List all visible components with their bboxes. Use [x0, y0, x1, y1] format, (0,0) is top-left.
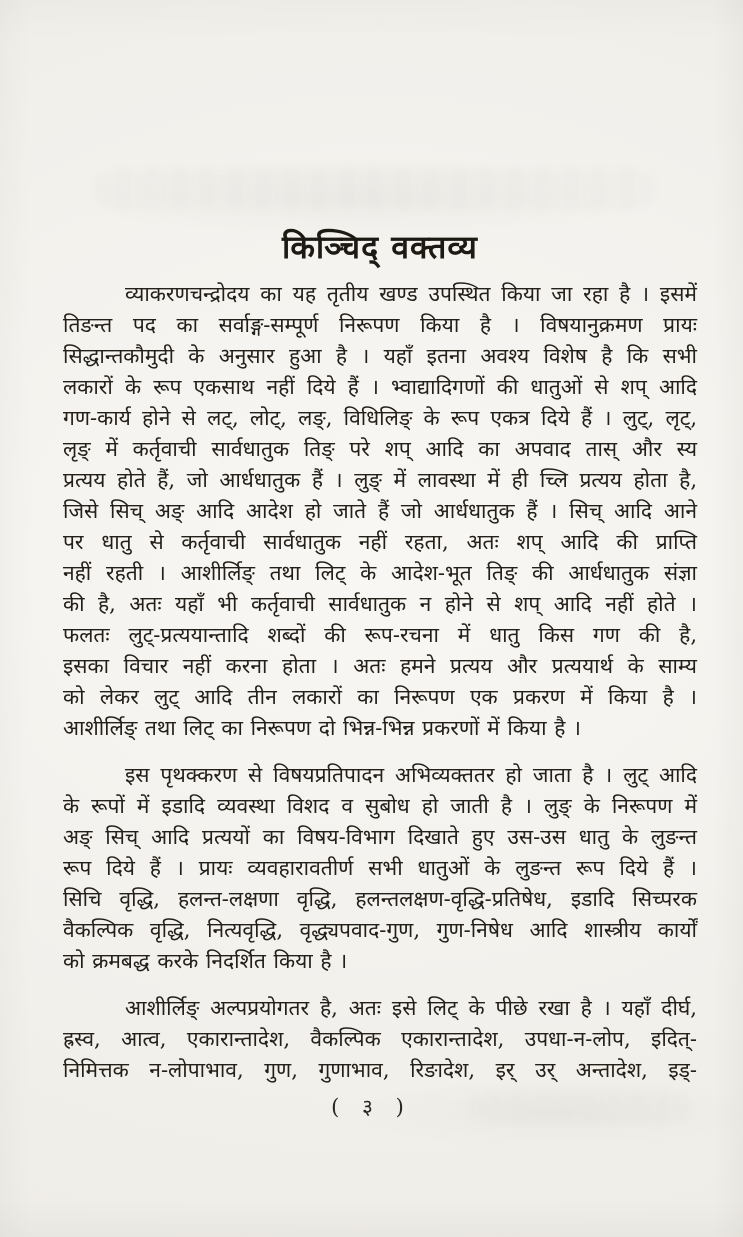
text-line: प्रत्यय होते हैं, जो आर्धधातुक हैं । लुङ् में लावस्था में ही च्लि प्रत्यय होता है, [63, 468, 697, 492]
text-line: पर धातु से कर्तृवाची सार्वधातुक नहीं रहता, अतः शप् आदि की प्राप्ति [63, 530, 697, 554]
text-line: की है, अतः यहाँ भी कर्तृवाची सार्वधातुक न होने से शप् आदि नहीं होते । [63, 592, 697, 616]
text-line: गण-कार्य होने से लट्, लोट्, लङ्, विधिलिङ् के रूप एकत्र दिये हैं । लुट्, लृट्, [63, 406, 697, 430]
text-line: सिचि वृद्धि, हलन्त-लक्षणा वृद्धि, हलन्तलक्षण-वृद्धि-प्रतिषेध, इडादि सिच्परक [63, 887, 697, 911]
text-line: आशीर्लिङ् तथा लिट् का निरूपण दो भिन्न-भिन्न प्रकरणों में किया है । [63, 716, 582, 740]
text-line: को लेकर लुट् आदि तीन लकारों का निरूपण एक प्रकरण में किया है । [63, 685, 697, 709]
page-number: ( ३ ) [331, 1095, 412, 1119]
text-line: ह्रस्व, आत्व, एकारान्तादेश, वैकल्पिक एकारान्तादेश, उपधा-न-लोप, इदित्- [63, 1027, 697, 1051]
page-title: किञ्चिद् वक्तव्य [282, 228, 478, 267]
text-line: को क्रमबद्ध करके निदर्शित किया है । [63, 949, 348, 973]
text-line: लकारों के रूप एकसाथ नहीं दिये हैं । भ्वाद्यादिगणों की धातुओं से शप् आदि [63, 375, 697, 399]
text-line: व्याकरणचन्द्रोदय का यह तृतीय खण्ड उपस्थित किया जा रहा है । इसमें [125, 282, 697, 306]
text-line: नहीं रहती । आशीर्लिङ् तथा लिट् के आदेश-भूत तिङ् की आर्धधातुक संज्ञा [63, 561, 697, 585]
scan-bleedthrough-artifact-top [95, 168, 655, 210]
text-line: सिद्धान्तकौमुदी के अनुसार हुआ है । यहाँ इतना अवश्य विशेष है कि सभी [63, 344, 697, 368]
body-text [63, 279, 697, 1086]
text-line: आशीर्लिङ् अल्पप्रयोगतर है, अतः इसे लिट् के पीछे रखा है । यहाँ दीर्घ, [125, 996, 697, 1020]
paragraph [63, 993, 697, 1086]
text-line: इस पृथक्करण से विषयप्रतिपादन अभिव्यक्ततर हो जाता है । लुट् आदि [125, 763, 697, 787]
text-line: के रूपों में इडादि व्यवस्था विशद व सुबोध हो जाती है । लुङ् के निरूपण में [63, 794, 697, 818]
paragraph [63, 760, 697, 977]
text-line: इसका विचार नहीं करना होता । अतः हमने प्रत्यय और प्रत्ययार्थ के साम्य [63, 654, 697, 678]
text-line: लृङ् में कर्तृवाची सार्वधातुक तिङ् परे शप् आदि का अपवाद तास् और स्य [63, 437, 697, 461]
paragraphs [63, 279, 697, 1086]
text-line: जिसे सिच् अङ् आदि आदेश हो जाते हैं जो आर्धधातुक हैं । सिच् आदि आने [63, 499, 697, 523]
text-line: वैकल्पिक वृद्धि, नित्यवृद्धि, वृद्ध्यपवाद-गुण, गुण-निषेध आदि शास्त्रीय कार्यों [63, 918, 697, 942]
text-line: रूप दिये हैं । प्रायः व्यवहारावतीर्ण सभी धातुओं के लुङन्त रूप दिये हैं । [63, 856, 697, 880]
paragraph [63, 279, 697, 744]
text-line: निमित्तक न-लोपाभाव, गुण, गुणाभाव, रिङादेश, इर् उर् अन्तादेश, इड्- [63, 1058, 697, 1082]
text-line: अङ् सिच् आदि प्रत्ययों का विषय-विभाग दिखाते हुए उस-उस धातु के लुङन्त [63, 825, 697, 849]
text-line: तिङन्त पद का सर्वाङ्ग-सम्पूर्ण निरूपण किया है । विषयानुक्रमण प्रायः [63, 313, 697, 337]
text-line: फलतः लुट्-प्रत्ययान्तादि शब्दों की रूप-रचना में धातु किस गण की है, [63, 623, 697, 647]
